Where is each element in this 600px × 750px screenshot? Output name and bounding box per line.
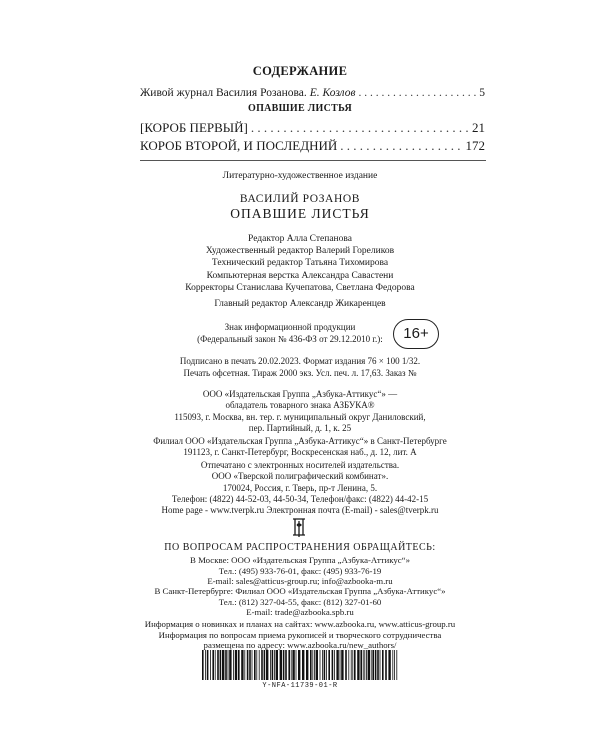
barcode-bar <box>302 650 304 680</box>
dist-line: размещена по адресу: www.azbooka.ru/new_authors/ <box>203 640 397 651</box>
barcode-bar <box>270 650 271 680</box>
toc-leader <box>251 120 469 136</box>
toc-entry-box2 <box>140 138 485 154</box>
barcode-bar <box>366 650 367 680</box>
barcode-bar <box>382 650 384 680</box>
barcode-bar <box>212 650 214 680</box>
barcode-bar <box>210 650 211 680</box>
barcode-bar <box>285 650 287 680</box>
credit-line: Художественный редактор Валерий Гореликов <box>205 246 395 257</box>
barcode-bar <box>352 650 353 680</box>
toc-entry-box1 <box>140 120 485 136</box>
barcode-bar <box>385 650 387 680</box>
barcode-bar <box>334 650 335 680</box>
credit-line: Корректоры Станислава Кучепатова, Светлана Федорова <box>185 282 415 293</box>
toc-leader <box>358 87 476 99</box>
barcode-bar <box>306 650 308 680</box>
barcode-bar <box>202 650 204 680</box>
barcode-bar <box>392 650 393 680</box>
barcode-bar <box>357 650 359 680</box>
filial-line: 191123, г. Санкт-Петербург, Воскресенская наб., д. 12, лит. А <box>183 447 417 458</box>
publisher-line: 115093, г. Москва, вн. тер. г. муниципальный округ Даниловский, <box>174 411 426 422</box>
publisher-line: ООО «Издательская Группа „Азбука-Аттикус“» — <box>202 389 398 399</box>
age-rating-badge: 16+ <box>393 319 439 349</box>
barcode-bar <box>244 650 245 680</box>
barcode-bar <box>252 650 253 680</box>
toc-section-title: ОПАВШИЕ ЛИСТЬЯ <box>248 103 352 114</box>
barcode-bar <box>316 650 318 680</box>
barcode-bar <box>298 650 300 680</box>
distribution-moscow <box>0 555 600 587</box>
barcode-bar <box>256 650 257 680</box>
barcode-bar <box>283 650 285 680</box>
distribution-spb <box>0 586 600 618</box>
barcode-bar <box>205 650 206 680</box>
info-sign-line: Знак информационной продукции <box>224 322 356 332</box>
printed-line: Отпечатано с электронных носителей издательства. <box>200 460 400 470</box>
info-sign-line: (Федеральный закон № 436-ФЗ от 29.12.2010 г.): <box>197 334 383 344</box>
barcode-bar <box>328 650 330 680</box>
chief-editor: Главный редактор Александр Жикаренцев <box>214 299 386 309</box>
credit-line: Редактор Алла Степанова <box>248 234 352 244</box>
barcode-bar <box>249 650 251 680</box>
barcode-bar <box>207 650 209 680</box>
toc-entry-title: КОРОБ ВТОРОЙ, И ПОСЛЕДНИЙ <box>140 138 338 153</box>
credit-line: Технический редактор Татьяна Тихомирова <box>211 258 389 269</box>
dist-line: В Москве: ООО «Издательская Группа „Азбука-Аттикус“» <box>190 555 410 565</box>
barcode-bar <box>354 650 356 680</box>
toc-entry-intro <box>140 87 485 99</box>
filial-info <box>0 436 600 459</box>
filial-line: Филиал ООО «Издательская Группа „Азбука-Аттикус“» в Санкт-Петербурге <box>153 436 447 446</box>
barcode-bar <box>351 650 352 680</box>
barcode-bar <box>332 650 334 680</box>
barcode-bar <box>322 650 323 680</box>
dist-line: Информация по вопросам приема рукописей и творческого сотрудничества <box>158 629 442 640</box>
barcode-bar <box>380 650 381 680</box>
barcode-bar <box>241 650 243 680</box>
printed-line: 170024, Россия, г. Тверь, пр-т Ленина, 5. <box>222 482 378 493</box>
toc-entry-author: Е. Козлов <box>309 87 356 99</box>
barcode-bar <box>254 650 256 680</box>
distribution-title: ПО ВОПРОСАМ РАСПРОСТРАНЕНИЯ ОБРАЩАЙТЕСЬ: <box>164 542 436 553</box>
barcode-icon <box>200 650 400 680</box>
barcode-bar <box>222 650 224 680</box>
barcode-bar <box>388 650 390 680</box>
toc-entry-page: 5 <box>479 87 485 99</box>
barcode-bar <box>233 650 234 680</box>
genre-label: Литературно-художественное издание <box>222 171 378 181</box>
barcode-bar <box>310 650 312 680</box>
barcode-bar <box>314 650 315 680</box>
barcode-bar <box>280 650 282 680</box>
printing-house-logo-icon <box>287 516 311 538</box>
publisher-line: обладатель товарного знака АЗБУКА® <box>225 400 375 411</box>
toc-entry-title: [КОРОБ ПЕРВЫЙ] <box>140 120 248 135</box>
barcode-bar <box>292 650 294 680</box>
barcode-bar <box>348 650 349 680</box>
barcode-bar <box>291 650 292 680</box>
barcode-bar <box>336 650 338 680</box>
barcode-bar <box>247 650 249 680</box>
barcode-bar <box>225 650 227 680</box>
barcode-bar <box>360 650 362 680</box>
barcode-bar <box>272 650 274 680</box>
dist-line: Информация о новинках и планах на сайтах: www.azbooka.ru, www.atticus-group.ru <box>144 619 456 629</box>
divider <box>140 160 486 161</box>
printed-line: ООО «Тверской полиграфический комбинат». <box>211 471 389 482</box>
print-info-line: Печать офсетная. Тираж 2000 экз. Усл. печ. л. 17,63. Заказ № <box>183 367 417 378</box>
barcode-bar <box>276 650 278 680</box>
book-author: ВАСИЛИЙ РОЗАНОВ <box>239 193 361 205</box>
barcode-bar <box>340 650 341 680</box>
toc-entry-page: 172 <box>465 138 485 153</box>
toc-entry-title: Живой журнал Василия Розанова. <box>140 87 307 99</box>
barcode-bar <box>296 650 297 680</box>
barcode-bar <box>288 650 290 680</box>
barcode-bar <box>259 650 260 680</box>
dist-line: В Санкт-Петербурге: Филиал ООО «Издательская Группа „Азбука-Аттикус“» <box>154 586 446 596</box>
credit-line: Компьютерная верстка Александра Савастени <box>206 270 394 281</box>
barcode-bar <box>261 650 263 680</box>
barcode-bar <box>364 650 365 680</box>
barcode-bar <box>220 650 222 680</box>
barcode-bar <box>345 650 347 680</box>
publisher-info <box>0 389 600 434</box>
barcode-bar <box>264 650 266 680</box>
info-sign-text <box>190 321 390 345</box>
barcode-label: Y-NFA-11739-01-R <box>262 682 338 690</box>
dist-line: E-mail: trade@azbooka.spb.ru <box>246 607 354 618</box>
barcode-bar <box>229 650 231 680</box>
printed-line: Телефон: (4822) 44-52-03, 44-50-34, Телефон/факс: (4822) 44-42-15 <box>171 493 429 504</box>
print-info <box>0 356 600 380</box>
barcode-bar <box>238 650 240 680</box>
barcode-bar <box>377 650 379 680</box>
barcode-bar <box>324 650 326 680</box>
print-info-line: Подписано в печать 20.02.2023. Формат издания 76 × 100 1/32. <box>179 356 421 366</box>
toc-title: СОДЕРЖАНИЕ <box>252 64 348 78</box>
barcode-bar <box>394 650 395 680</box>
barcode-bar <box>326 650 327 680</box>
dist-line: Тел.: (495) 933-76-01, факс: (495) 933-76-19 <box>218 565 382 576</box>
barcode-bar <box>235 650 237 680</box>
dist-line: Тел.: (812) 327-04-55, факс: (812) 327-01-60 <box>218 596 382 607</box>
book-title: ОПАВШИЕ ЛИСТЬЯ <box>230 206 370 221</box>
barcode-bar <box>372 650 374 680</box>
barcode-bar <box>396 650 397 680</box>
barcode-bar <box>215 650 216 680</box>
toc-leader <box>340 138 462 154</box>
barcode-bar <box>274 650 275 680</box>
publisher-line: пер. Партийный, д. 1, к. 25 <box>248 422 352 433</box>
barcode-bar <box>228 650 229 680</box>
barcode-bar <box>371 650 372 680</box>
barcode-bar <box>368 650 370 680</box>
barcode-bar <box>266 650 268 680</box>
barcode-bar <box>375 650 377 680</box>
barcode-bar <box>217 650 219 680</box>
distribution-news <box>0 619 600 651</box>
dist-line: E-mail: sales@atticus-group.ru; info@azbooka-m.ru <box>207 576 393 587</box>
toc-entry-page: 21 <box>472 120 485 135</box>
barcode-bar <box>312 650 313 680</box>
printing-house-info <box>0 460 600 516</box>
credits-list <box>0 233 600 294</box>
barcode-bar <box>341 650 343 680</box>
barcode-bar <box>320 650 321 680</box>
printed-line: Home page - www.tverpk.ru Электронная почта (E-mail) - sales@tverpk.ru <box>161 505 439 516</box>
barcode-bar <box>363 650 364 680</box>
